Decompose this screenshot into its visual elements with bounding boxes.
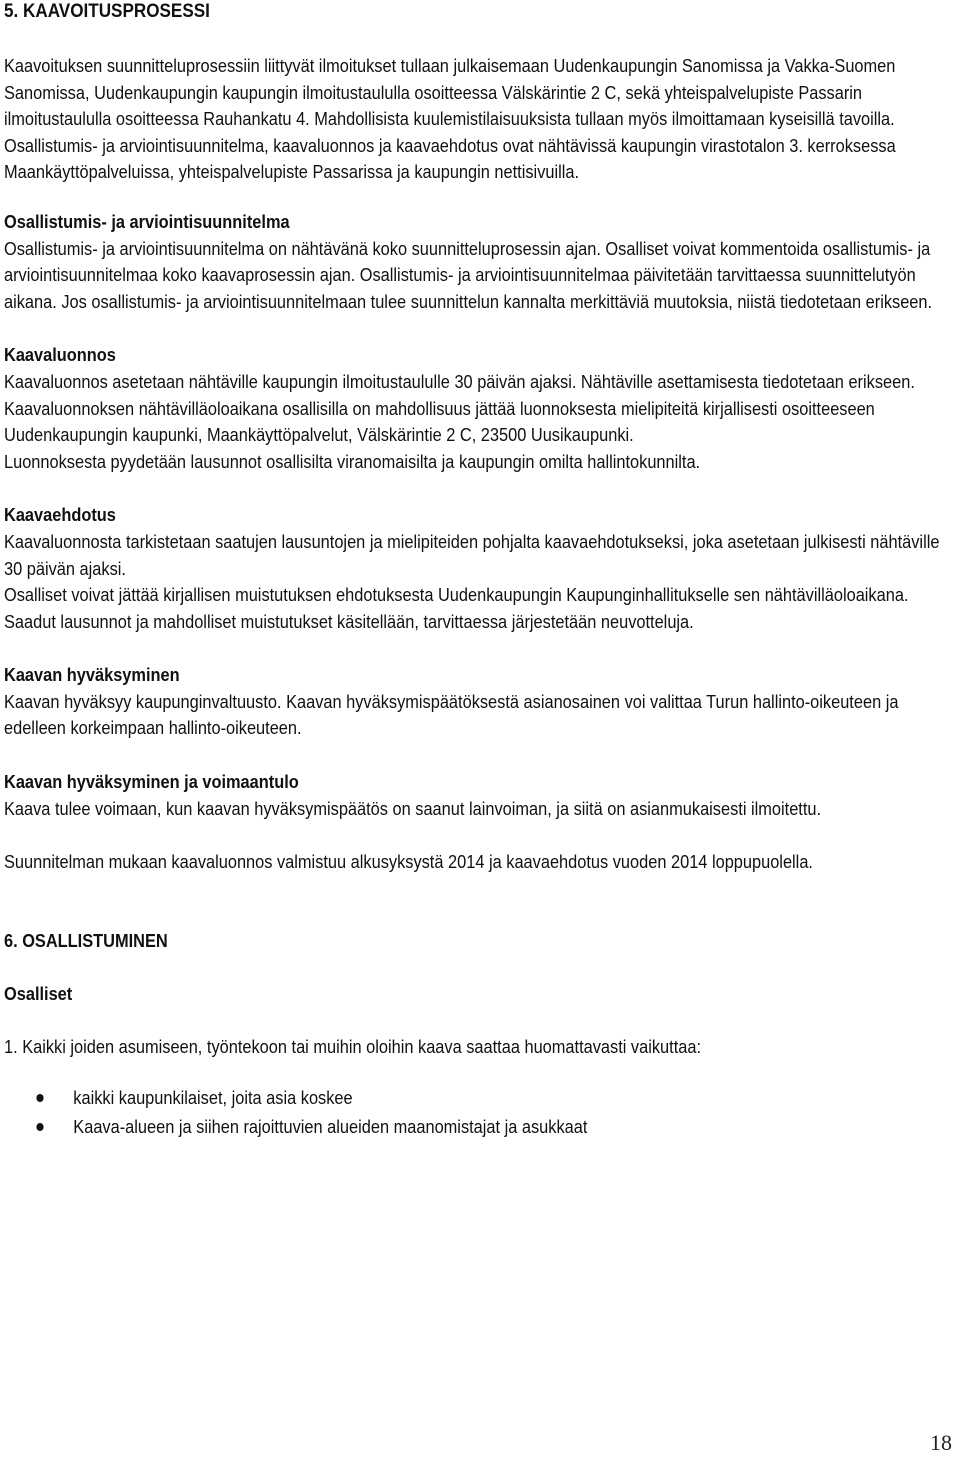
kaavaehdotus-text-2: Osalliset voivat jättää kirjallisen muistutuksen ehdotuksesta Uudenkaupungin Kaupunginhallitukselle sen nähtävilläoloaikana. Saadut lausunnot ja mahdolliset muistutukset käsitellään, tarvittaessa järjestetään neuvotteluja. bbox=[4, 585, 909, 632]
osalliset-bullet-list bbox=[4, 1085, 945, 1141]
oas-heading: Osallistumis- ja arviointisuunnitelma bbox=[4, 211, 290, 232]
schedule-text: Suunnitelman mukaan kaavaluonnos valmistuu alkusyksystä 2014 ja kaavaehdotus vuoden 2014 loppupuolella. bbox=[4, 852, 813, 873]
page-number: 18 bbox=[930, 1430, 952, 1455]
osalliset-item-1: 1. Kaikki joiden asumiseen, työntekoon tai muihin oloihin kaava saattaa huomattavasti vaikuttaa: bbox=[4, 1037, 701, 1058]
section-5-intro: Kaavoituksen suunnitteluprosessiin liittyvät ilmoitukset tullaan julkaisemaan Uudenkaupungin Sanomissa ja Vakka-Suomen Sanomissa, Uudenkaupungin kaupungin ilmoitustaululla osoitteessa Välskärintie 2 C, sekä yhteispalvelupiste Passarin ilmoitustaululla osoitteessa Rauhankatu 4. Mahdollisista kuulemistilaisuuksista tullaan myös ilmoittamaan kyseisillä tavoilla. Osallistumis- ja arviointisuunnitelma, kaavaluonnos ja kaavaehdotus ovat nähtävissä kaupungin virastotalon 3. kerroksessa Maankäyttöpalveluissa, yhteispalvelupiste Passarissa ja kaupungin nettisivuilla. bbox=[4, 56, 896, 183]
list-item bbox=[4, 1085, 945, 1112]
bullet-text: kaikki kaupunkilaiset, joita asia koskee bbox=[73, 1087, 353, 1108]
document-page bbox=[4, 0, 945, 1144]
oas-text: Osallistumis- ja arviointisuunnitelma on nähtävänä koko suunnitteluprosessin ajan. Osalliset voivat kommentoida osallistumis- ja arviointisuunnitelmaa koko kaavaprosessin ajan. Osallistumis- ja arviointisuunnitelmaa päivitetään tarvittaessa suunnittelutyön aikana. Jos osallistumis- ja arviointisuunnitelmaan tulee suunnittelun kannalta merkittäviä muutoksia, niistä tiedotetaan erikseen. bbox=[4, 238, 933, 312]
hyvaksyminen-text: Kaavan hyväksyy kaupunginvaltuusto. Kaavan hyväksymispäätöksestä asianosainen voi valittaa Turun hallinto-oikeuteen ja edelleen korkeimpaan hallinto-oikeuteen. bbox=[4, 691, 899, 739]
voimaantulo-text: Kaava tulee voimaan, kun kaavan hyväksymispäätös on saanut lainvoiman, ja siitä on asianmukaisesti ilmoitettu. bbox=[4, 798, 822, 819]
kaavaehdotus-text-1: Kaavaluonnosta tarkistetaan saatujen lausuntojen ja mielipiteiden pohjalta kaavaehdotukseksi, joka asetetaan julkisesti nähtäville 30 päivän ajaksi. bbox=[4, 531, 940, 579]
osalliset-heading: Osalliset bbox=[4, 984, 73, 1005]
section-6-title: 6. OSALLISTUMINEN bbox=[4, 930, 168, 951]
list-item bbox=[4, 1114, 945, 1141]
kaavaehdotus-heading: Kaavaehdotus bbox=[4, 505, 116, 526]
kaavaluonnos-text-2: Luonnoksesta pyydetään lausunnot osallisilta viranomaisilta ja kaupungin omilta hallintokunnilta. bbox=[4, 451, 701, 472]
voimaantulo-heading: Kaavan hyväksyminen ja voimaantulo bbox=[4, 772, 299, 793]
bullet-icon bbox=[36, 1094, 43, 1102]
section-5-title: 5. KAAVOITUSPROSESSI bbox=[4, 1, 210, 22]
hyvaksyminen-heading: Kaavan hyväksyminen bbox=[4, 665, 180, 686]
bullet-text: Kaava-alueen ja siihen rajoittuvien alueiden maanomistajat ja asukkaat bbox=[73, 1117, 588, 1138]
kaavaluonnos-text-1: Kaavaluonnos asetetaan nähtäville kaupungin ilmoitustaululle 30 päivän ajaksi. Nähtäville asettamisesta tiedotetaan erikseen. Kaavaluonnoksen nähtävilläoloaikana osallisilla on mahdollisuus jättää luonnoksesta mielipiteitä kirjallisesti osoitteeseen Uudenkaupungin kaupunki, Maankäyttöpalvelut, Välskärintie 2 C, 23500 Uusikaupunki. bbox=[4, 371, 915, 446]
kaavaluonnos-heading: Kaavaluonnos bbox=[4, 345, 116, 366]
bullet-icon bbox=[36, 1123, 43, 1131]
